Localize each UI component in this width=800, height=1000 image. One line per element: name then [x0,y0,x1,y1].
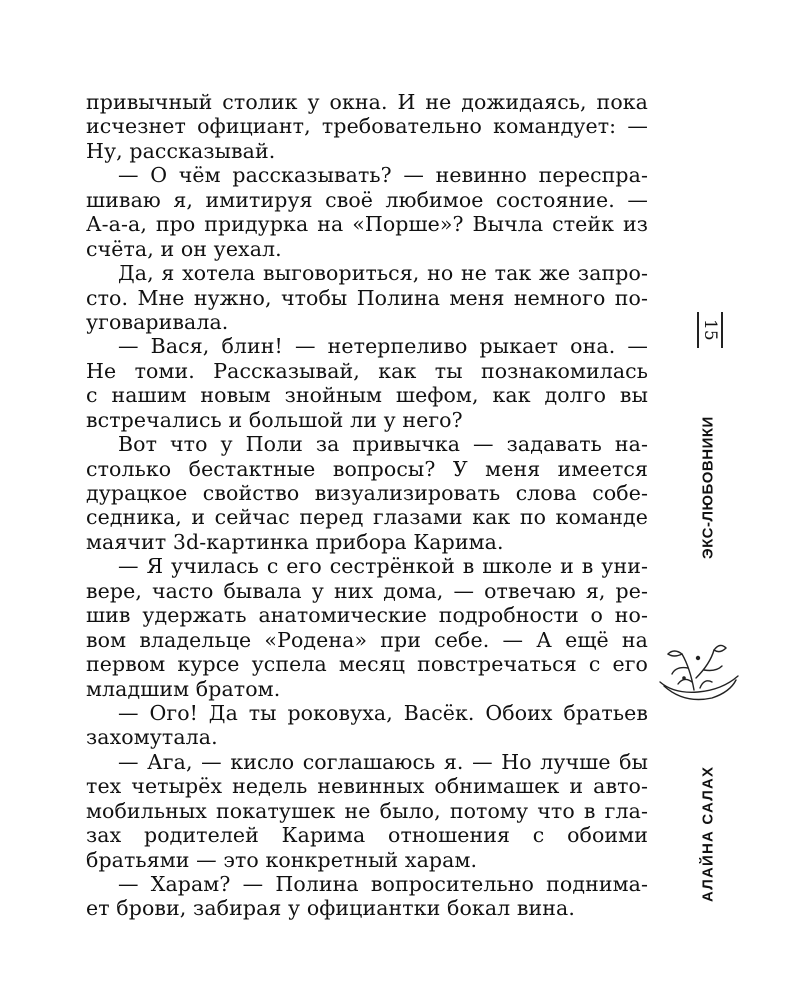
page-number: 15 [700,319,720,341]
text-line: шив удержать анатомические подробности о но- [86,603,648,628]
running-title: ЭКС-ЛЮБОВНИКИ [699,416,717,560]
text-line: первом курсе успела месяц повстречаться с его [86,652,648,677]
text-line: зах родителей Карима отношения с обоими [86,823,648,848]
text-line: — Вася, блин! — нетерпеливо рыкает она. — [118,334,648,359]
text-line: счёта, и он уехал. [86,236,282,261]
author-name: АЛАЙНА САЛАХ [699,765,717,903]
text-line: с нашим новым знойным шефом, как долго вы [86,383,648,408]
page-number-box [697,312,723,348]
text-line: младшим братом. [86,676,281,701]
text-line: Ну, рассказывай. [86,138,276,163]
text-line: А-а-а, про придурка на «Порше»? Вычла стейк из [86,212,648,237]
text-line: вом владельце «Родена» при себе. — А ещё на [86,627,648,652]
text-line: седника, и сейчас перед глазами как по команде [86,505,648,530]
page-body-text [86,90,648,921]
text-line: ет брови, забирая у официантки бокал вина. [86,896,575,921]
text-line: — О чём рассказывать? — невинно переспра- [118,163,648,188]
text-line: — Я училась с его сестрёнкой в школе и в уни- [118,554,648,579]
text-line: столько бестактные вопросы? У меня имеется [86,456,648,481]
text-line: братьями — это конкретный харам. [86,847,478,872]
text-line: маячит 3d-картинка прибора Карима. [86,529,504,554]
text-line: встречались и большой ли у него? [86,407,463,432]
text-line: Не томи. Рассказывай, как ты познакомилась [86,358,648,383]
text-line: Вот что у Поли за привычка — задавать на- [118,432,648,457]
text-line: уговаривала. [86,309,229,334]
text-line: тех четырёх недель невинных обнимашек и авто- [86,774,648,799]
text-line: захомутала. [86,725,218,750]
text-line: мобильных покатушек не было, потому что в гла- [86,798,648,823]
page-margin-sidebar [675,0,755,1000]
text-line: Да, я хотела выговориться, но не так же запро- [118,261,648,286]
text-line: сто. Мне нужно, чтобы Полина меня немного по- [86,285,648,310]
text-line: шиваю я, имитируя своё любимое состояние. — [86,187,648,212]
text-line: — Ого! Да ты роковуха, Васёк. Обоих братьев [118,700,648,725]
text-line: привычный столик у окна. И не дожидаясь, пока [86,90,648,114]
text-line: дурацкое свойство визуализировать слова собе- [86,481,648,505]
floral-ornament-icon [654,628,744,708]
text-line: — Ага, — кисло соглашаюсь я. — Но лучше бы [118,749,648,774]
text-line: вере, часто бывала у них дома, — отвечаю я, ре- [86,578,648,603]
text-line: исчезнет официант, требовательно командует: — [86,114,648,139]
text-line: — Харам? — Полина вопросительно поднима- [118,872,648,896]
